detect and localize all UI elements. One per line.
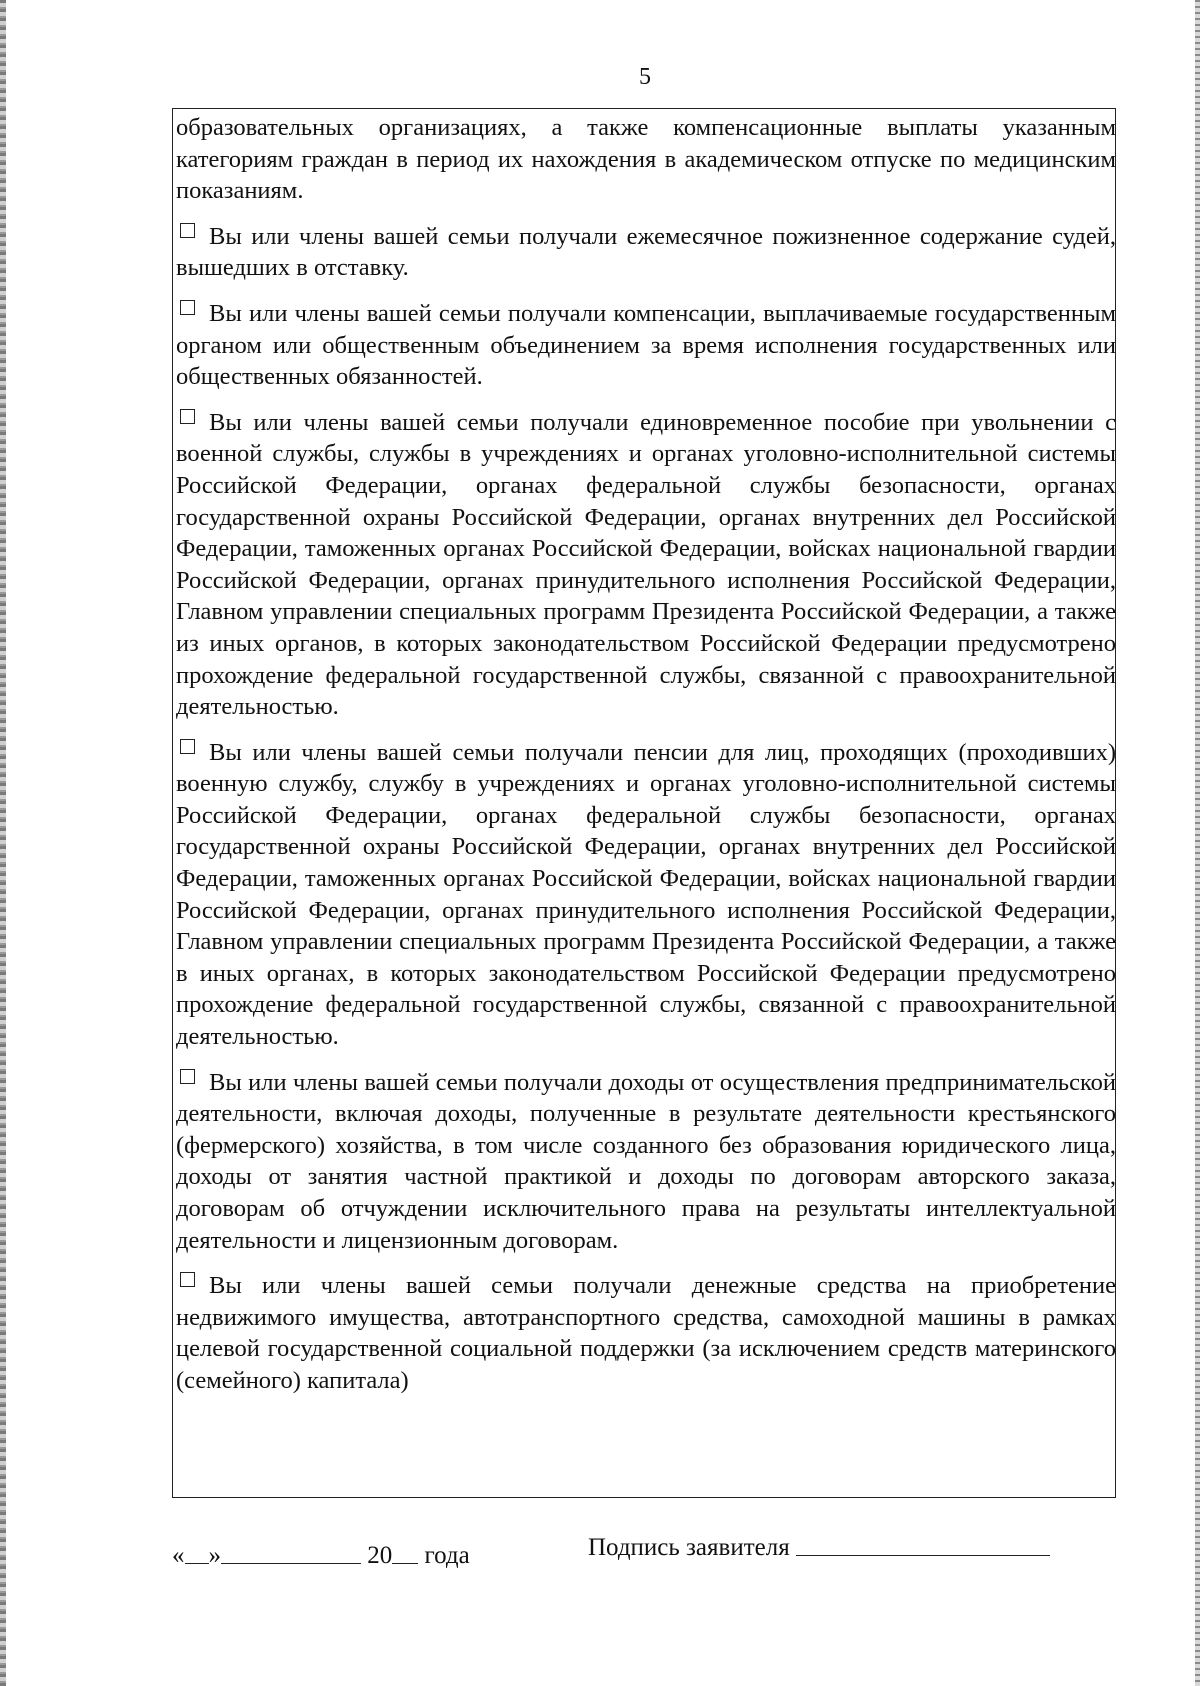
paragraph-text: Вы или члены вашей семьи получали пенсии для лиц, проходящих (проходивших) военную службу, службу в учреждениях и органах уголовно-исполнительной системы Российской Федерации, органах федеральной службы безопасности, органах государственной охраны Российской Федерации, органах внутренних дел Российской Федерации, таможенных органах Российской Федерации, войсках национальной гвардии Российской Федерации, органах принудительного исполнения Российской Федерации, Главном управлении специальных программ Президента Российской Федерации, а также в иных органах, в которых законодательством Российской Федерации предусмотрено прохождение федеральной государственной службы, связанной с правоохранительной деятельностью. (176, 738, 1116, 1051)
paragraph-4 (176, 737, 1116, 1053)
form-content (176, 112, 1116, 1411)
paragraph-text: Вы или члены вашей семьи получали компенсации, выплачиваемые государственным органом или общественным объединением за время исполнения государственных или общественных обязанностей. (176, 299, 1116, 391)
checkbox-property-support-funds[interactable] (180, 1272, 195, 1287)
checkbox-retired-judges[interactable] (180, 223, 195, 238)
checkbox-public-duty-compensation[interactable] (180, 300, 195, 315)
paragraph-text: Вы или члены вашей семьи получали доходы от осуществления предпринимательской деятельности, включая доходы, полученные в результате деятельности крестьянского (фермерского) хозяйства, в том числе созданного без образования юридического лица, доходы от занятия частной практикой и доходы по договорам авторского заказа, договорам об отчуждении исключительного права на результаты интеллектуальной деятельности и лицензионным договорам. (176, 1068, 1116, 1254)
signature-label: Подпись заявителя (588, 1534, 790, 1561)
form-footer (172, 1531, 1122, 1571)
paragraph-text: Вы или члены вашей семьи получали единовременное пособие при увольнении с военной службы, службы в учреждениях и органах уголовно-исполнительной системы Российской Федерации, органах федеральной службы безопасности, органах государственной охраны Российской Федерации, органах внутренних дел Российской Федерации, таможенных органах Российской Федерации, войсках национальной гвардии Российской Федерации, органах принудительного исполнения Российской Федерации, Главном управлении специальных программ Президента Российской Федерации, а также из иных органов, в которых законодательством Российской Федерации предусмотрено прохождение федеральной государственной службы, связанной с правоохранительной деятельностью. (176, 408, 1116, 721)
paragraph-0 (176, 112, 1116, 207)
checkbox-business-income[interactable] (180, 1069, 195, 1084)
year-word: года (424, 1542, 470, 1569)
paragraph-6 (176, 1270, 1116, 1396)
day-field[interactable] (185, 1539, 209, 1564)
quote-close: » (208, 1542, 221, 1569)
date-line (172, 1539, 470, 1570)
page-number: 5 (639, 64, 651, 90)
month-field[interactable] (221, 1539, 361, 1564)
year-field[interactable] (392, 1539, 418, 1564)
signature-line (588, 1531, 1050, 1562)
scan-edge-right (1195, 0, 1200, 1686)
paragraph-2 (176, 298, 1116, 393)
scan-edge-left (0, 0, 6, 1686)
paragraph-3 (176, 407, 1116, 723)
signature-field[interactable] (796, 1531, 1050, 1556)
checkbox-dismissal-allowance[interactable] (180, 409, 195, 424)
quote-open: « (172, 1542, 185, 1569)
checkbox-service-pension[interactable] (180, 739, 195, 754)
paragraph-1 (176, 221, 1116, 284)
paragraph-text: Вы или члены вашей семьи получали ежемесячное пожизненное содержание судей, вышедших в отставку. (176, 222, 1116, 282)
paragraph-5 (176, 1067, 1116, 1257)
paragraph-text: образовательных организациях, а также компенсационные выплаты указанным категориям граждан в период их нахождения в академическом отпуске по медицинским показаниям. (176, 114, 1116, 205)
paragraph-text: Вы или члены вашей семьи получали денежные средства на приобретение недвижимого имущества, автотранспортного средства, самоходной машины в рамках целевой государственной социальной поддержки (за исключением средств материнского (семейного) капитала) (176, 1272, 1116, 1394)
year-prefix: 20 (367, 1542, 393, 1569)
